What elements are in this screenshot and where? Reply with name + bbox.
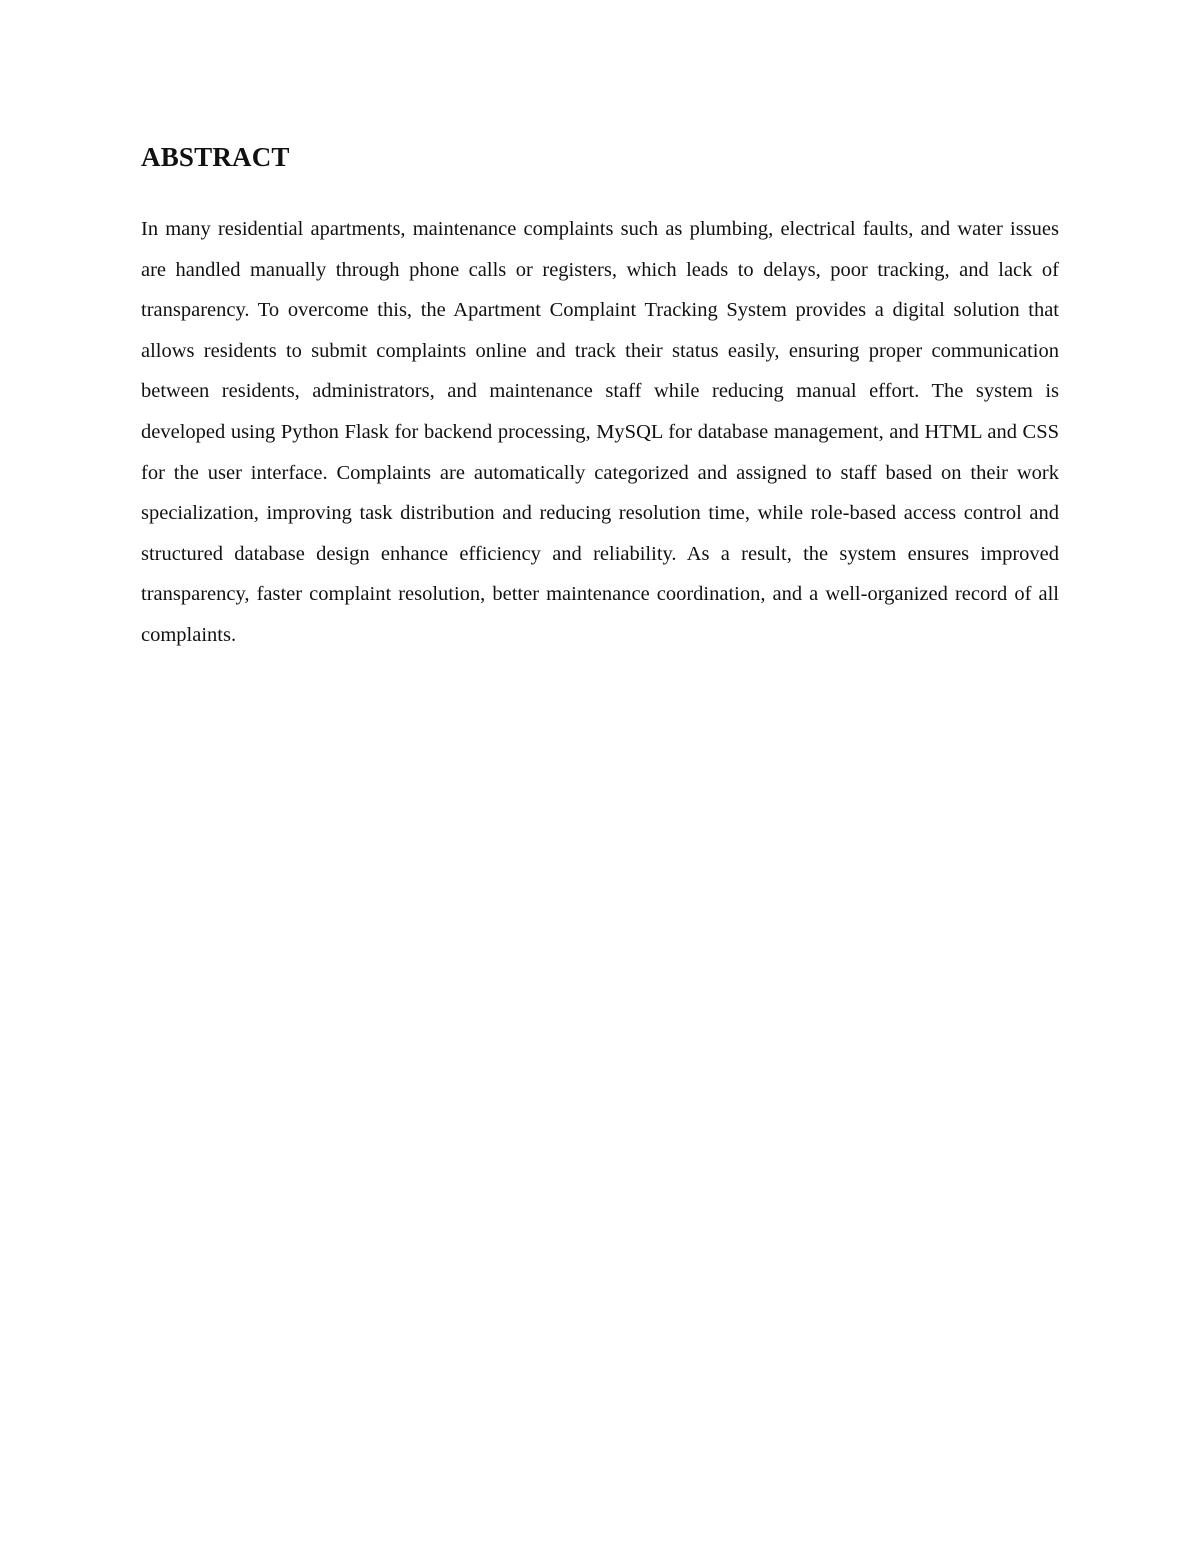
abstract-paragraph: In many residential apartments, maintenance complaints such as plumbing, electrical faults, and water issues are handled manually through phone calls or registers, which leads to delays, poor tracking, and lack of transparency. To overcome this, the Apartment Complaint Tracking System provides a digital solution that allows residents to submit complaints online and track their status easily, ensuring proper communication between residents, administrators, and maintenance staff while reducing manual effort. The system is developed using Python Flask for backend processing, MySQL for database management, and HTML and CSS for the user interface. Complaints are automatically categorized and assigned to staff based on their work specialization, improving task distribution and reducing resolution time, while role-based access control and structured database design enhance efficiency and reliability. As a result, the system ensures improved transparency, faster complaint resolution, better maintenance coordination, and a well-organized record of all complaints. (141, 218, 1059, 646)
section-heading: ABSTRACT (141, 142, 290, 172)
abstract-section (141, 140, 1059, 656)
